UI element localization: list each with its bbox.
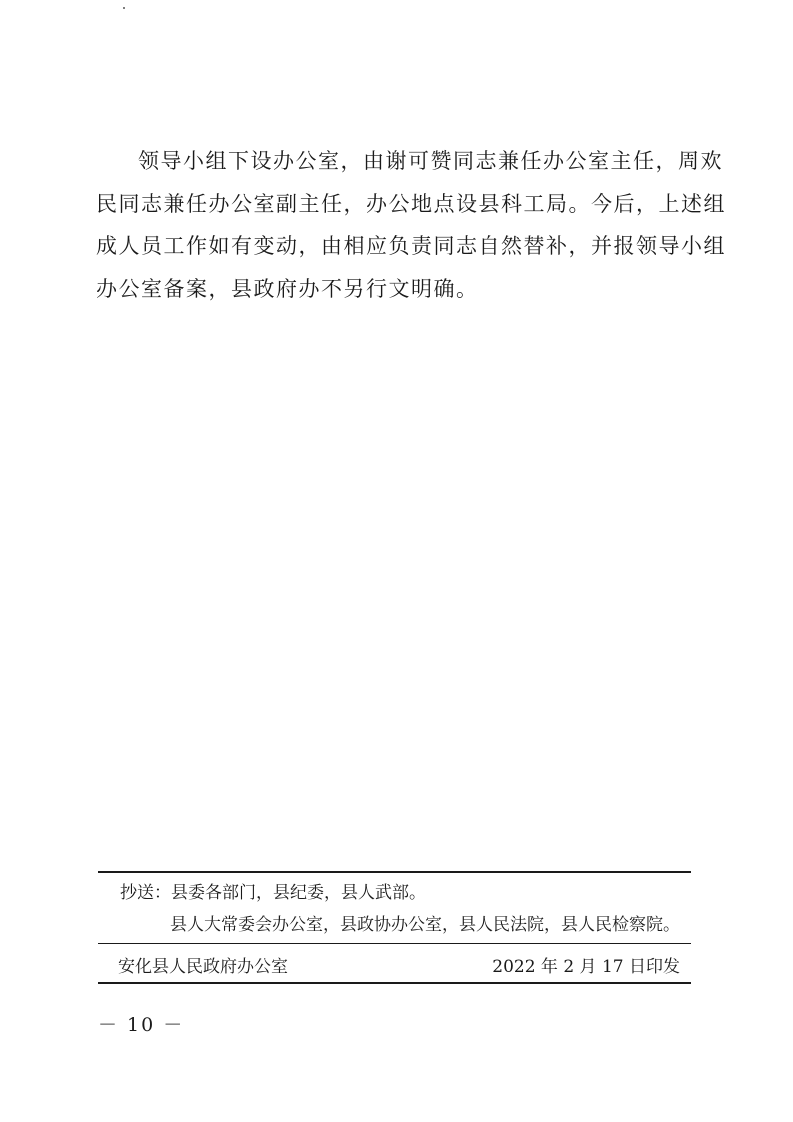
paragraph-line: 领导小组下设办公室，由谢可赞同志兼任办公室主任，周欢 — [138, 149, 723, 173]
page-number: － 10 － — [98, 1014, 185, 1036]
scan-speck — [123, 7, 125, 9]
cc-distribution-list — [120, 877, 700, 941]
paragraph-line: 办公室备案，县政府办不另行文明确。 — [96, 276, 479, 301]
issuer-name: 安化县人民政府办公室 — [118, 956, 288, 977]
cc-line-second: 县人大常委会办公室，县政协办公室，县人民法院，县人民检察院。 — [170, 915, 680, 935]
footer-bottom-rule — [98, 982, 691, 984]
footer-top-rule — [98, 871, 691, 873]
issue-date: 2022 年 2 月 17 日印发 — [492, 956, 680, 977]
cc-line-first: 抄送：县委各部门，县纪委，县人武部。 — [120, 883, 426, 903]
footer-middle-rule — [98, 943, 691, 944]
paragraph-line: 民同志兼任办公室副主任，办公地点设县科工局。今后，上述组 — [96, 191, 726, 216]
paragraph-line: 成人员工作如有变动，由相应负责同志自然替补，并报领导小组 — [96, 234, 726, 258]
body-paragraph — [96, 140, 726, 310]
issuer-row — [118, 948, 680, 980]
